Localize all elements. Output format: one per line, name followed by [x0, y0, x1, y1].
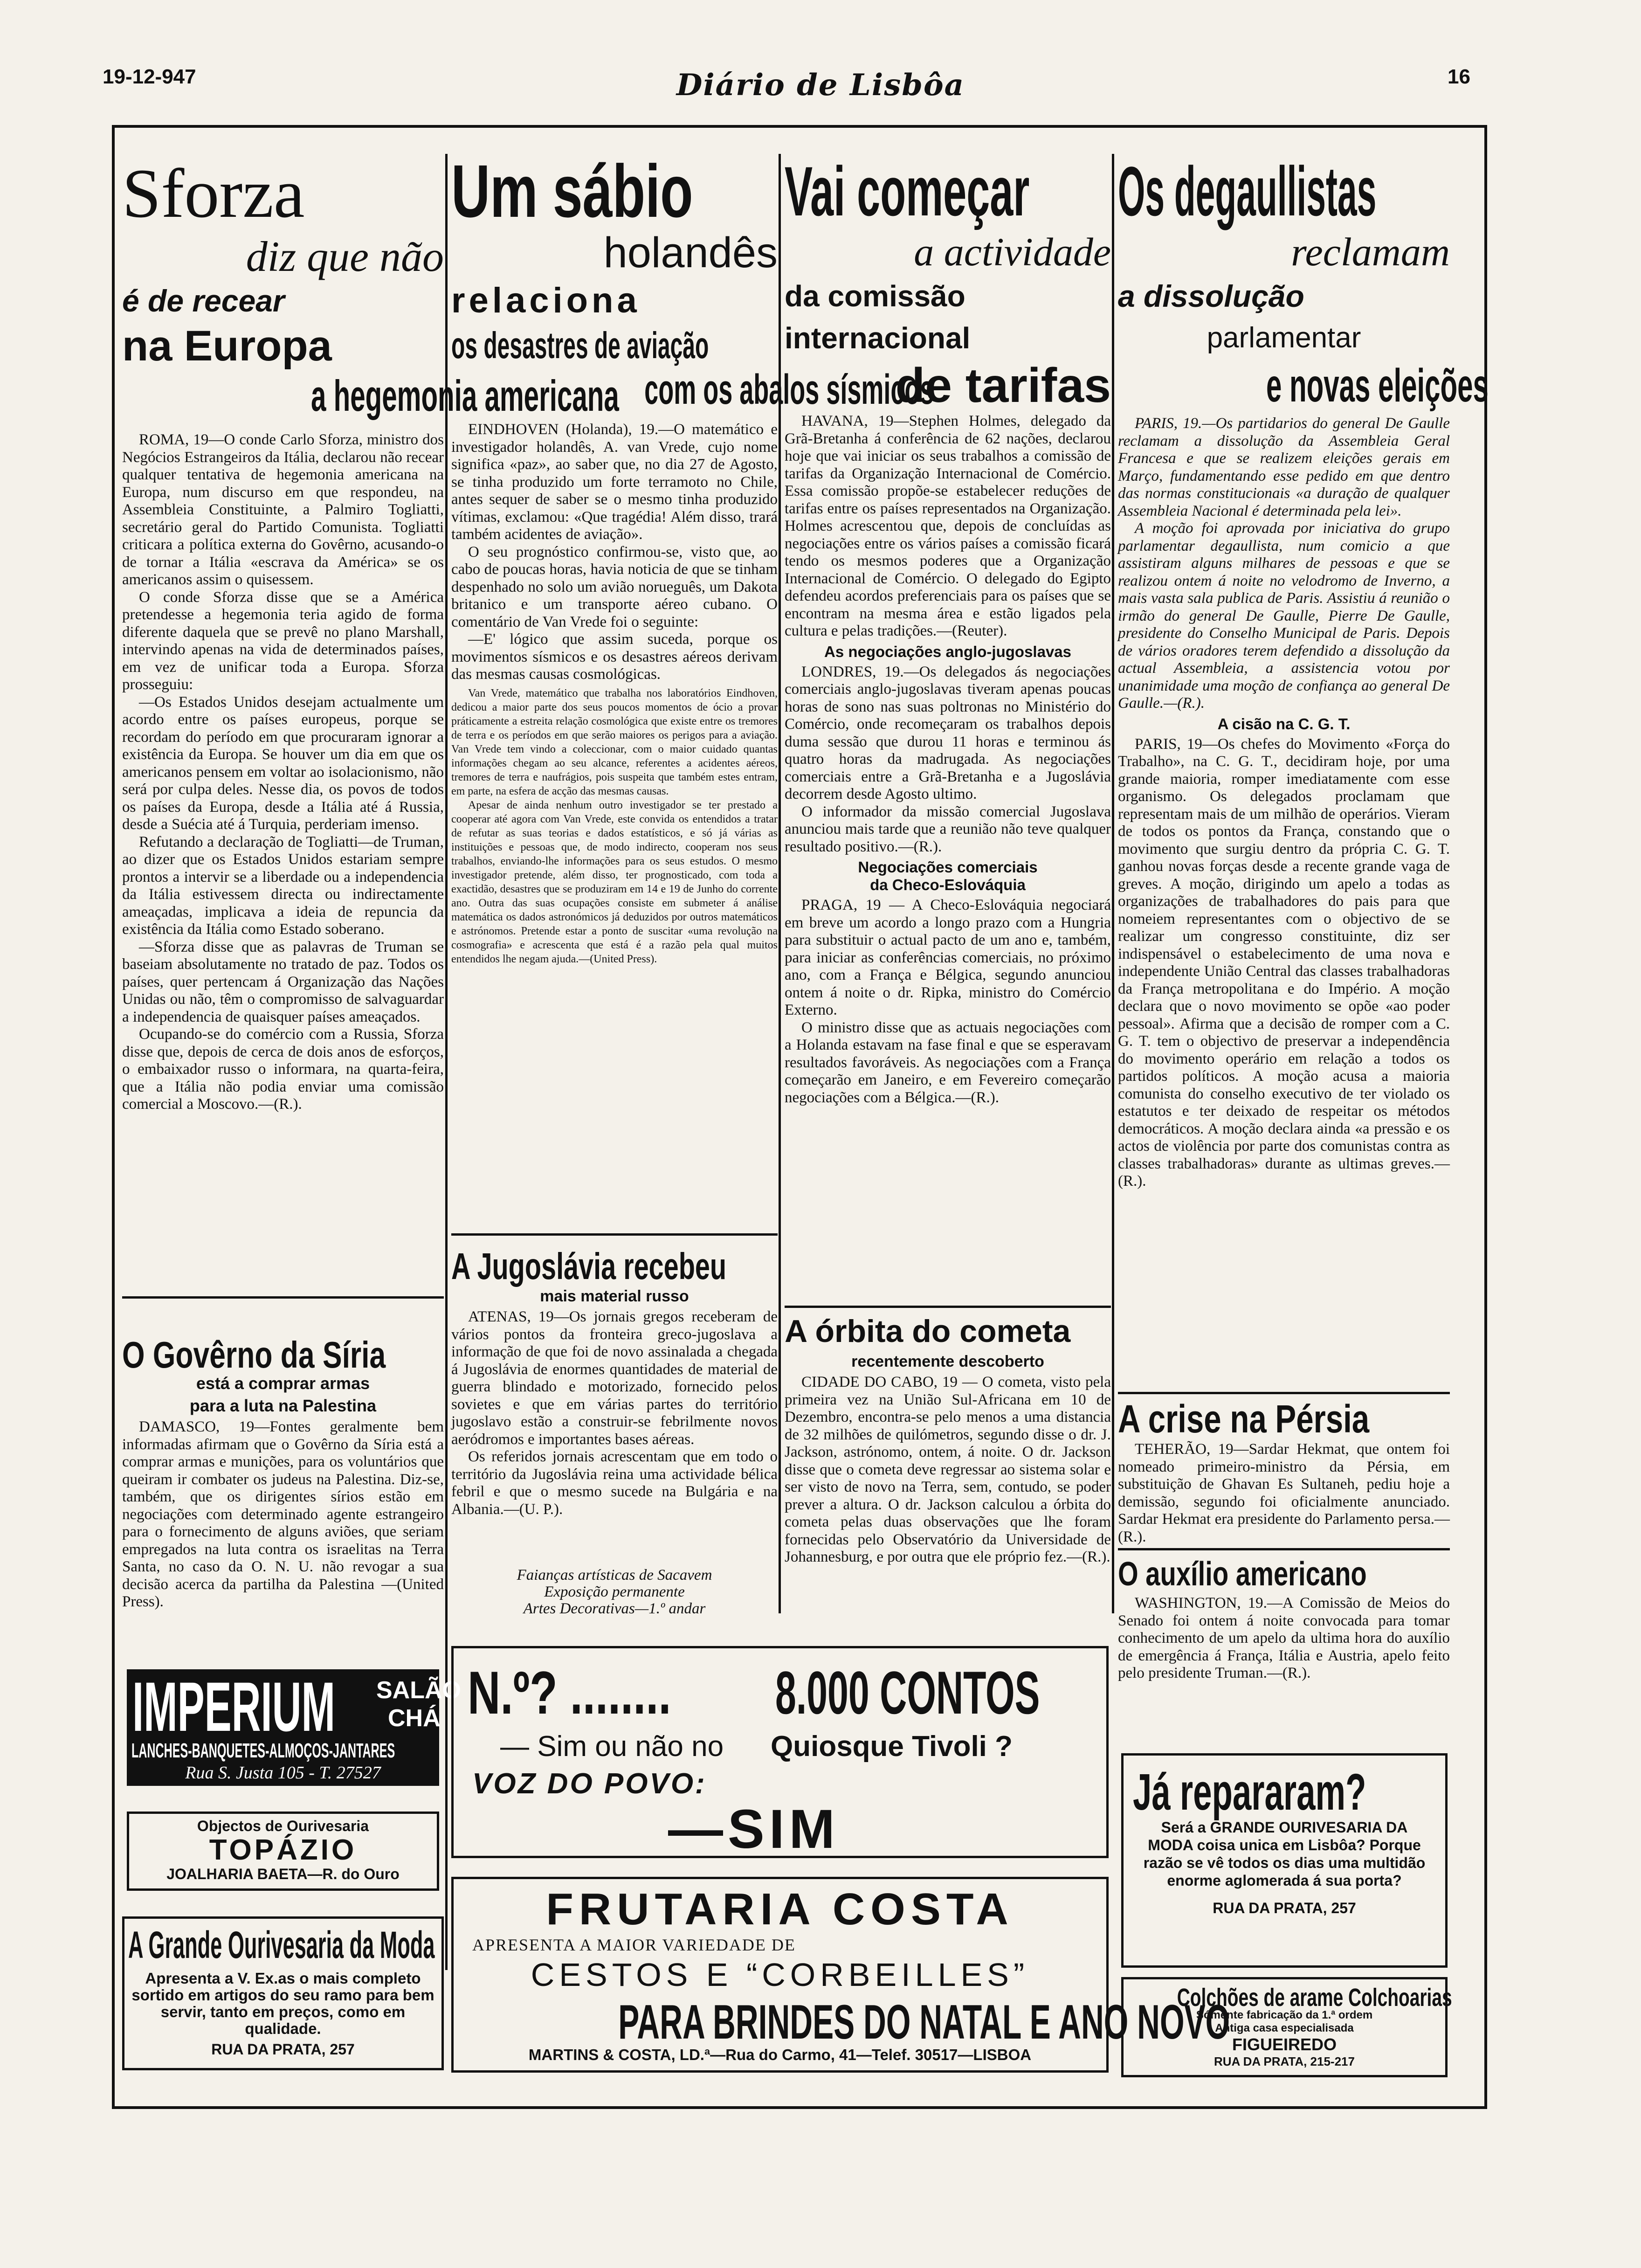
headline-degaullistas-4: parlamentar [1207, 322, 1361, 354]
paragraph: Refutando a declaração de Togliatti—de Truman, ao dizer que os Estados Unidos estariam sempre prontos a intervir se a liberdade ou a independencia da Itália estivessem directa ou indirectamente ameaçadas, implicava a ideia de repuncia da existência da Itália como Estado soberano. [122, 833, 444, 938]
ad-sacavem [451, 1567, 778, 1617]
paragraph: O seu prognóstico confirmou-se, visto que, ao cabo de poucas horas, havia noticia de que se tinham despenhado no solo um avião norueguês, um Dakota britanico e um transporte aéreo cubano. O comentário de Van Vrede foi o seguinte: [451, 543, 778, 630]
headline-sforza-5: a hegemonia americana [311, 371, 619, 420]
colchoes-line5: RUA DA PRATA, 215-217 [1214, 2054, 1355, 2068]
sabio-body [451, 421, 778, 684]
headline-auxilio: O auxílio americano [1118, 1556, 1367, 1593]
article-auxilio [1118, 1555, 1450, 1695]
persia-body [1118, 1441, 1450, 1546]
article-cometa [785, 1313, 1111, 1606]
headline-sabio-2: holandês [603, 229, 778, 277]
sabio-small-body [451, 686, 778, 966]
headline-persia: A crise na Pérsia [1118, 1397, 1370, 1441]
colchoes-title: Colchões de arame Colchoarias [1177, 1984, 1452, 2012]
headline-degaullistas: Os degaullistas [1118, 152, 1377, 230]
imperium-line2: Rua S. Justa 105 - T. 27527 [185, 1763, 381, 1783]
paragraph: Apesar de ainda nenhum outro investigador se ter prestado a cooperar até agora com Van Vrede, este convida os entendidos a tratar de refutar as suas teorias e dados estatísticos, e só já várias as instituições e pessoas que, de modo indirecto, cooperam nos seus trabalhos, enviando-lhe informações para os seus estudos. O mesmo investigador pretende, além disso, ter prognosticado, com toda a exactidão, desastres que se produziram em 14 e 19 de Junho do corrente ano. Outra das suas ocupações consiste em submeter á análise matemática os dados astronómicos já deduzidos por outros matemáticos e astrónomos. Pretende estar a ponto de suscitar «uma revolução na cosmografia» e acrescenta que está é a razão pela qual muitos entendidos lhe negam ajuda.—(United Press). [451, 799, 778, 965]
paragraph: O informador da missão comercial Jugoslava anunciou mais tarde que a reunião não teve qualquer resultado positivo.—(R.). [785, 803, 1111, 855]
paragraph: PARIS, 19—Os chefes do Movimento «Força do Trabalho», na C. G. T., decidiram hoje, por uma grande maioria, romper imediatamente com esse organismo. Os delegados proclamam que representam mais de um milhão de operários. Vieram de todos os pontos da França, constando que o movimento que surgiu dentro da própria C. G. T. ganhou novas forças desde a recente grande vaga de greves. A moção, dirigindo um apelo a todas as organizações de trabalhadores do pais para que nomeiem representantes com o objectivo de se realizar um congresso constituinte, diz ser indispensável o estabelecimento de uma nova e independente União Central das classes trabalhadoras da França metropolitana e do Império. A moção declara que o novo movimento se opõe «ao poder pessoal». Afirma que a decisão de romper com a C. G. T. tem o objectivo de preservar a independência do movimento operário em relação a todos os partidos políticos. A moção acusa a maioria comunista do conselho executivo de ter violado os estatutos e ter deixado de respeitar os métodos democráticos. A moção declara ainda «a pressão e os actos de violência por parte dos comunistas contra as classes trabalhadoras» durante as ultimas greves.—(R.). [1118, 735, 1450, 1189]
headline-degaullistas-3: a dissolução [1118, 279, 1304, 313]
topazio-line1: Objectos de Ourivesaria [197, 1818, 369, 1834]
subhead-jugoslavia: mais material russo [540, 1287, 689, 1305]
headline-sabio-4: os desastres de aviação [451, 325, 709, 366]
colchoes-line2: Sómente fabricação da 1.ª ordem [1196, 2009, 1373, 2021]
headline-tarifas-2: a actividade [914, 229, 1111, 274]
paragraph: CIDADE DO CABO, 19 — O cometa, visto pela primeira vez na União Sul-Africana em 10 de Dezembro, encontra-se pelo menos a uma distancia de 32 milhões de quilómetros, segundo disse o dr. J. Jackson, astrónomo, ontem, á noite. O dr. Jackson disse que o cometa deve regressar ao sistema solar e ser visto de novo na Terra, sem, contudo, se poder prever a altura. O dr. Jackson calculou a órbita do cometa pelas duas observações que lhe foram fornecidas pelo Observatório da Universidade de Johannesburg, e por outra que ele próprio fez.—(R.). [785, 1374, 1111, 1565]
ad-frutaria-costa [451, 1877, 1230, 2073]
topazio-name: TOPÁZIO [209, 1834, 357, 1866]
section-rule [1118, 1392, 1450, 1394]
headline-sabio-3: relaciona [451, 281, 641, 320]
grande-title: A Grande Ourivesaria da Moda [128, 1924, 435, 1966]
paragraph: DAMASCO, 19—Fontes geralmente bem informadas afirmam que o Govêrno da Síria está a comprar armas e munições, para os voluntários que queiram ir combater os judeus na Palestina. Diz-se, também, que os dirigentes sírios estão em negociações com determinado agente estrangeiro para o fornecimento de alguns aviões, que seriam empregados na luta contra os israelitas na Terra Santa, no caso da O. N. U. não revogar a sua decisão acerca da partilha da Palestina —(United Press). [122, 1418, 444, 1610]
topazio-line3: JOALHARIA BAETA—R. do Ouro [166, 1866, 400, 1882]
frutaria-line5: MARTINS & COSTA, LD.ª—Rua do Carmo, 41—Telef. 30517—LISBOA [528, 2046, 1032, 2063]
newspaper-masthead: Diário de Lisbôa [676, 68, 965, 103]
tarifas-body-2 [785, 664, 1111, 856]
imperium-name: IMPERIUM [132, 1667, 335, 1746]
subhead-checo-1: Negociações comerciais [858, 858, 1038, 876]
paragraph: —Sforza disse que as palavras de Truman se baseiam absolutamente no tratado de paz. Todos os países, quer pertencam á Organização das Nações Unidas ou não, têm o compromisso de salvaguardar a independencia de quaisquer países ameaçados. [122, 938, 444, 1025]
section-rule [451, 1233, 778, 1236]
contos-line4: —SIM [668, 1798, 840, 1860]
headline-jugoslavia: A Jugoslávia recebeu [451, 1245, 727, 1287]
paragraph: Ocupando-se do comércio com a Russia, Sforza disse que, depois de cerca de dois anos de esforços, o embaixador russo o informara, na quarta-feira, que a Itália não podia enviar uma comissão comercial a Moscovo.—(R.). [122, 1026, 444, 1113]
colchoes-line4: FIGUEIREDO [1232, 2035, 1337, 2054]
sforza-body [122, 431, 444, 1113]
ad-imperium [127, 1667, 461, 1786]
section-rule [1118, 1548, 1450, 1550]
article-persia [1118, 1397, 1450, 1546]
contos-number: N.º? ........ [468, 1659, 671, 1727]
grande-address: RUA DA PRATA, 257 [211, 2041, 355, 2058]
siria-body [122, 1418, 444, 1611]
auxilio-body [1118, 1595, 1450, 1682]
article-jugoslavia [451, 1245, 778, 1595]
headline-sabio-5: com os abalos sísmicos [644, 366, 934, 413]
headline-tarifas: Vai começar [785, 152, 1030, 230]
contos-line2b: Quiosque Tivoli ? [771, 1730, 1013, 1763]
headline-sforza-2: diz que não [246, 233, 444, 280]
sacavem-line1: Faianças artísticas de Sacavem [517, 1567, 712, 1583]
headline-degaullistas-5: e novas eleições [1266, 360, 1489, 412]
reparar-text: Será a GRANDE OURIVESARIA DA MODA coisa unica em Lisbôa? Porque razão se vê todos os dias uma multidão enorme aglomerada á sua porta? [1143, 1819, 1426, 1889]
paragraph: ATENAS, 19—Os jornais gregos receberam de vários pontos da fronteira greco-jugoslava a informação de que foi de novo assinalada a chegada á Jugoslávia de enormes quantidades de material de guerra blindado e motorizado, fornecido pelos sovietes e que em várias partes do território jugoslavo estão a construir-se febrilmente novos aeródromos e importantes bases aéreas. [451, 1308, 778, 1448]
headline-siria: O Govêrno da Síria [122, 1334, 386, 1376]
paragraph: EINDHOVEN (Holanda), 19.—O matemático e investigador holandês, A. van Vrede, cujo nome significa «paz», ao saber que, no dia 27 de Agosto, se tinha produzido um forte terramoto no Chile, antes sequer de saber se o mesmo tinha produzido vítimas, exclamou: «Que tragédia! Além disso, trará também acidentes de aviação». [451, 421, 778, 543]
headline-tarifas-3: da comissão [785, 279, 965, 313]
ad-contos [451, 1646, 1109, 1858]
article-tarifas [785, 154, 1111, 1334]
paragraph: ROMA, 19—O conde Carlo Sforza, ministro dos Negócios Estrangeiros da Itália, declarou não recear qualquer tentativa de hegemonia americana na Europa, num discurso em que respondeu, na Assembleia Constituinte, a Palmiro Togliatti, secretário geral do Partido Comunista. Togliatti criticara a política externa do Govêrno, acusando-o de tornar a Itália «escrava da América» se os americanos assim o quisessem. [122, 431, 444, 588]
subhead-siria-2: para a luta na Palestina [189, 1396, 377, 1415]
imperium-line1: LANCHES-BANQUETES-ALMOÇOS-JANTARES [131, 1739, 395, 1762]
paragraph: —Os Estados Unidos desejam actualmente um acordo entre os países europeus, porque se recordam do período em que procuraram ignorar a existência da Europa. Se houver um dia em que os americanos pensem em voltar ao isolacionismo, não será por culpa deles. Nesse dia, os povos de todos os países da Europa, desde a Itália até á Russia, desde a Suécia até á Turquia, perderiam imenso. [122, 693, 444, 833]
frutaria-line3: CESTOS E “CORBEILLES” [531, 1957, 1029, 1993]
imperium-salao: SALÃO [376, 1677, 461, 1704]
section-rule [122, 1296, 444, 1299]
paragraph: PRAGA, 19 — A Checo-Eslováquia negociará em breve um acordo a longo prazo com a Hungria para substituir o actual pacto de um ano e, também, para iniciar as conferências comerciais, no próximo ano, com a França e Bélgica, segundo anunciou ontem á noite o dr. Ripka, ministro do Comércio Externo. [785, 897, 1111, 1018]
subhead-anglo-jugoslavas: As negociações anglo-jugoslavas [824, 643, 1071, 660]
colchoes-line3: Antiga casa especialisada [1215, 2022, 1354, 2034]
paragraph: A moção foi aprovada por iniciativa do grupo parlamentar degaullista, num comicio a que assistiram alguns milhares de pessoas e que se realizou ontem á noite no velodromo de Inverno, a mais vasta sala publica de Paris. Assistiu á reunião o irmão do general De Gaulle, Pierre De Gaulle, presidente do Conselho Municipal de Paris. Depois de vários oradores terem defendido a dissolução da actual Assembleia, a assistencia votou por unanimidade uma moção de confiança ao general De Gaulle.—(R.). [1118, 520, 1450, 712]
paragraph: Van Vrede, matemático que trabalha nos laboratórios Eindhoven, dedicou a maior parte dos seus poucos momentos de ócio a provar práticamente a estreita relação cosmológica que existe entre os tremores de terra e os períodos em que serão maiores os perigos para a aviação. Van Vrede tem vindo a coleccionar, com o maior cuidado quantas informações chegam ao seu alcance, referentes a acidentes aéreos, tremores de terra e naufrágios, pois suspeita que também estes entram, em parte, na esfera de acção das mesmas causas. [451, 687, 778, 797]
jugoslavia-body [451, 1308, 778, 1518]
headline-sforza: Sforza [122, 155, 305, 232]
paragraph: TEHERÃO, 19—Sardar Hekmat, que ontem foi nomeado primeiro-ministro da Pérsia, em substituição de Ghavan Es Sultaneh, pediu hoje a demissão, segundo foi oficialmente anunciado. Sardar Hekmat era presidente do Parlamento persa.—(R.). [1118, 1441, 1450, 1545]
column-rule [1112, 154, 1114, 1613]
ad-grande-ourivesaria [122, 1916, 444, 2070]
headline-tarifas-5: de tarifas [895, 359, 1111, 413]
cometa-body [785, 1374, 1111, 1566]
contos-line2a: — Sim ou não no [500, 1730, 724, 1763]
ad-colchoes [1121, 1977, 1452, 2077]
paragraph: O ministro disse que as actuais negociações com a Holanda estavam na fase final e que se esperavam resultados favoráveis. As negociações com a França começarão em Janeiro, e em Fevereiro começarão negociações com a Bélgica.—(R.). [785, 1019, 1111, 1106]
section-rule [785, 1306, 1111, 1308]
headline-cometa: A órbita do cometa [785, 1314, 1071, 1349]
paragraph: HAVANA, 19—Stephen Holmes, delegado da Grã-Bretanha á conferência de 62 nações, declarou hoje que vai iniciar os seus trabalhos a comissão de tarifas da Organização Internacional de Comércio. Essa comissão propõe-se estabelecer reduções de tarifas entre os países representados na Organização. Holmes acrescentou que, depois de concluídas as negociações entre os vários países a comissão ficará tendo os mesmos poderes que a Organização Internacional de Comércio. O delegado do Egipto defendeu acordos preferenciais para os países que se encontram na mesma área e estão ligados pela cultura e pelas tradições.—(Reuter). [785, 413, 1111, 639]
contos-line3: VOZ DO POVO: [472, 1768, 707, 1800]
ad-topazio [127, 1812, 439, 1891]
sacavem-line3: Artes Decorativas—1.º andar [523, 1600, 706, 1617]
tarifas-body [785, 413, 1111, 640]
frutaria-name: FRUTARIA COSTA [546, 1884, 1014, 1934]
headline-sabio: Um sábio [451, 149, 693, 233]
imperium-cha: CHÁ [388, 1705, 441, 1732]
tarifas-body-3 [785, 897, 1111, 1106]
page-number: 16 [1448, 65, 1470, 88]
headline-tarifas-4: internacional [785, 321, 971, 355]
paragraph: PARIS, 19.—Os partidarios do general De Gaulle reclamam a dissolução da Assembleia Geral Francesa e que se realizem eleições gerais em Março, fundamentando esse pedido em que dentro das normas constitucionais «a duração de qualquer Assembleia Nacional é determinada pela lei». [1118, 415, 1450, 519]
subhead-cisao-cgt: A cisão na C. G. T. [1217, 715, 1351, 733]
frutaria-line4: PARA BRINDES DO NATAL E ANO NOVO [618, 1995, 1230, 2049]
subhead-cometa: recentemente descoberto [851, 1353, 1044, 1370]
paragraph: Os referidos jornais acrescentam que em todo o território da Jugoslávia reina uma actividade bélica febril e que o mesmo sucede na Bulgária e na Albania.—(U. P.). [451, 1448, 778, 1518]
issue-date: 19-12-947 [103, 65, 196, 88]
article-degaullistas [1118, 152, 1489, 1413]
paragraph: LONDRES, 19.—Os delegados ás negociações comerciais anglo-jugoslavas tiveram apenas poucas horas de sono nas suas poltronas no Ministério do Comércio, onde recomeçaram os trabalhos depois duma sessão que durou 11 horas e terminou ás quatro horas da madrugada. As negociações comerciais entre a Grã-Bretanha e a Jugoslávia decorrem desde Agosto ultimo. [785, 663, 1111, 802]
sacavem-line2: Exposição permanente [544, 1583, 685, 1600]
grande-text: Apresenta a V. Ex.as o mais completo sortido em artigos do seu ramo para bem servir, tanto em preços, como em qualidade. [131, 1970, 434, 2037]
degaullistas-body [1118, 415, 1450, 712]
paragraph: O conde Sforza disse que se a América pretendesse a hegemonia teria agido de forma diferente daquela que se prevê no plano Marshall, intervindo apenas na vida de determinados países, em vez de unificar toda a Europa. Sforza prosseguiu: [122, 588, 444, 693]
degaullistas-body-2 [1118, 736, 1450, 1190]
subhead-siria-1: está a comprar armas [196, 1374, 370, 1393]
reparar-title: Já repararam? [1133, 1763, 1366, 1821]
reparar-address: RUA DA PRATA, 257 [1213, 1900, 1356, 1916]
headline-degaullistas-2: reclamam [1291, 229, 1450, 274]
paragraph: —E' lógico que assim suceda, porque os movimentos sísmicos e os desastres aéreos derivam das mesmas causas cosmológicas. [451, 631, 778, 683]
frutaria-line2: APRESENTA A MAIOR VARIEDADE DE [472, 1936, 796, 1954]
article-siria [122, 1334, 444, 1679]
paragraph: WASHINGTON, 19.—A Comissão de Meios do Senado foi ontem á noite convocada para tomar conhecimento de um apelo da ultima hora do auxílio de emergência á França, Itália e Austria, apelo feito pelo presidente Truman.—(R.). [1118, 1595, 1450, 1681]
headline-sforza-4: na Europa [122, 322, 332, 370]
headline-sforza-3: é de recear [122, 284, 285, 318]
contos-amount: 8.000 CONTOS [775, 1659, 1040, 1727]
ad-ja-repararam [1121, 1753, 1448, 1968]
subhead-checo-2: da Checo-Eslováquia [870, 876, 1026, 893]
